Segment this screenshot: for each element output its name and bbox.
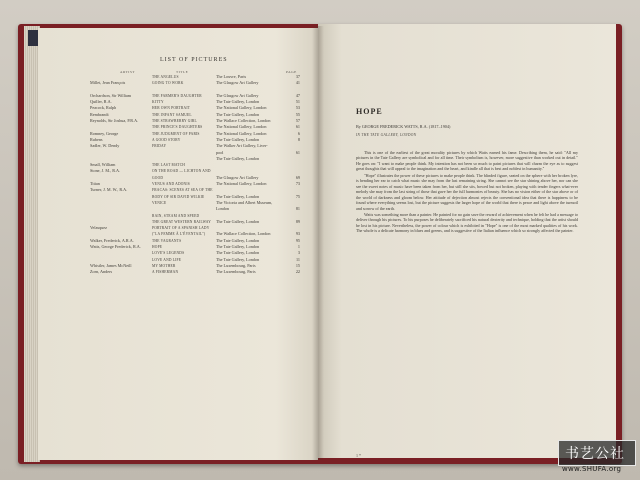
list-item-title: BODY OF SIR DAVID WILKIE xyxy=(152,194,205,199)
list-item-title: THE ANGELUS xyxy=(152,75,179,79)
article-location: IN THE TATE GALLERY, LONDON xyxy=(356,133,417,137)
list-item-location: The Glasgow Art Gallery xyxy=(216,174,259,180)
list-item-title: FRACAS: SCENES AT SEA OF THE xyxy=(152,188,213,193)
list-item-artist: Watts, George Frederick, R.A. xyxy=(90,244,141,250)
list-item-location: London xyxy=(216,206,230,212)
list-item-page: 1 xyxy=(297,244,300,250)
list-item-page: 53 xyxy=(295,105,300,111)
list-item-artist: Quiller, R.A. xyxy=(90,99,112,105)
list-item-title: VENICE xyxy=(152,200,167,205)
list-item-artist: Velasquez xyxy=(90,225,107,231)
list-item-title: RAIN, STEAM AND SPEED xyxy=(152,213,200,218)
list-item-artist: Rembrandt xyxy=(90,111,109,117)
list-item-page: 95 xyxy=(295,237,300,243)
article-paragraph: "Hope" illustrates the power of these pictures to make people think. The blinded figure, seated on the sphere with her broken lyre, is bending her ear to catch what music she may from the last remaining string. She cannot see the star shining above her, nor can she see the sweet notes of music have been taken from her, but still she sits, bowed but not broken, playing with tender fingers what-ever melody she may from the last string of those that gave her the full harmonies of beauty. She has no vision either of the star above or of the world of darkness and gloom below. Her attitude of dejection almost rejects the conventional idea that there is happiness to be found where everything seems lost, but the picture suggests the larger hope of the world that there is peace and light above the turmoil and sorrow of the earth. xyxy=(356,172,578,211)
list-item-location: The Tate Gallery, London xyxy=(216,193,260,199)
list-item-artist: Walker, Frederick, A.R.A. xyxy=(90,237,134,243)
list-item-location: The Glasgow Art Gallery xyxy=(216,80,259,86)
article-paragraph: Watts was something more than a painter. He painted for no gain save the reward of achievement when he felt he had a message to deliver through his pictures. To his purposes he deliberately sacrificed his natural dexterity and technique, holding that the artist should be lost in his picture. Nevertheless, the power of colour which is exhibited in "Hope" is one of the most marked qualities of his work. The whole is a delicate harmony in blues and greens, and is suggestive of the Italian influence which so strongly affected the painter. xyxy=(356,211,578,234)
list-item-artist: Zorn, Anders xyxy=(90,269,113,275)
list-item-location: The Tate Gallery, London xyxy=(216,218,260,224)
list-item-title: VENUS AND ADONIS xyxy=(152,182,190,187)
list-item-artist: Turner, J. M. W., R.A. xyxy=(90,187,128,193)
list-item-title: THE FARMER'S DAUGHTER xyxy=(152,93,202,98)
list-item-page: 75 xyxy=(295,193,300,199)
picture-list xyxy=(90,74,300,276)
list-item-location: pool xyxy=(216,149,224,155)
list-item-location: The National Gallery, London xyxy=(216,181,267,187)
column-artist-header: ARTIST xyxy=(120,70,136,74)
list-item-page: 37 xyxy=(295,74,300,79)
list-item-title: ("LA FEMME À L'ÉVENTAIL") xyxy=(152,232,206,237)
list-item-artist: Small, William xyxy=(90,162,116,168)
list-item-artist: Rubens xyxy=(90,136,103,142)
list-item-location: The Tate Gallery, London xyxy=(216,111,260,117)
list-item-page: 15 xyxy=(295,262,300,268)
list-item-title: ON THE ROAD — LICHTON AND xyxy=(152,169,211,174)
list-item-title: HER OWN PORTRAIT xyxy=(152,106,191,111)
list-item-title: FRIDAY xyxy=(152,144,167,149)
page-number: 1 * xyxy=(356,453,361,458)
list-of-pictures-heading: LIST OF PICTURES xyxy=(160,57,228,63)
list-item-location: The Tate Gallery, London xyxy=(216,250,260,256)
list-item-page: 51 xyxy=(295,99,300,105)
list-item-location: The Wallace Collection, London xyxy=(216,231,271,237)
list-item-title: GOOD xyxy=(152,175,164,180)
list-item-page: 55 xyxy=(295,111,300,117)
list-item-page: 22 xyxy=(295,269,300,275)
column-title-header: TITLE xyxy=(176,70,189,74)
watermark-glyphs: 书艺公社 xyxy=(565,446,625,462)
list-item-page: 41 xyxy=(295,80,300,86)
list-item-title: GOING TO WORK xyxy=(152,81,184,86)
article-byline: By GEORGE FREDERICK WATTS, R.A. (1817–1904) xyxy=(356,124,451,129)
list-item-artist: Millet, Jean François xyxy=(90,80,126,86)
list-item-location: The Victoria and Albert Museum, xyxy=(216,199,273,205)
list-item-page: 69 xyxy=(295,174,300,180)
list-item-artist: Titian xyxy=(90,181,100,187)
list-item-page: 93 xyxy=(295,231,300,237)
watermark-url: www.SHUFA.org xyxy=(562,465,622,473)
list-item-title: THE GREAT WESTERN RAILWAY xyxy=(152,219,212,224)
list-item-location: The Tate Gallery, London xyxy=(216,155,260,161)
list-item-artist: Whistler, James McNeill xyxy=(90,262,132,268)
list-item-title: THE STRAWBERRY GIRL xyxy=(152,119,197,124)
list-item-page: 89 xyxy=(295,218,300,224)
book-gutter xyxy=(312,26,324,460)
list-item-title: THE JUDGMENT OF PARIS xyxy=(152,131,200,136)
article-paragraph: This is one of the earliest of the great morality pictures by which Watts earned his fame. Describing them, he said: "All my pictures in the Tate Gallery are symbolical and for all time. Their symbolism is, however, more suggestive than worked out in detail." He goes on: "I want to make people think. My intention has not been so much to paint pictures that will charm the eye as to suggest great thoughts that will appeal to the imagination and the heart, and kindle all that is best and noblest in humanity." xyxy=(356,150,578,172)
list-item-title: KITTY xyxy=(152,100,164,105)
list-item-location: The Luxembourg, Paris xyxy=(216,269,256,275)
list-item-location: The National Gallery, London xyxy=(216,130,267,136)
watermark xyxy=(558,440,634,474)
list-item-page: 8 xyxy=(297,136,300,142)
list-item-title: A FISHERMAN xyxy=(152,270,179,275)
right-page xyxy=(318,24,616,458)
list-item-page: 57 xyxy=(295,118,300,124)
list-item-artist: Romney, George xyxy=(90,130,119,136)
list-item-title: THE INFANT SAMUEL xyxy=(152,112,192,117)
list-item-artist: Orchardson, Sir William xyxy=(90,92,132,98)
list-item-location: The Tate Gallery, London xyxy=(216,99,260,105)
list-item-title: LOVE AND LIFE xyxy=(152,257,182,262)
list-item-title: LOVE'S LEGENDS xyxy=(152,251,185,256)
list-item-page: 6 xyxy=(297,130,300,136)
list-item-title: HOPE xyxy=(152,245,163,250)
list-item-title: THE PRINCE'S DAUGHTERS xyxy=(152,125,203,130)
list-item-location: The Tate Gallery, London xyxy=(216,237,260,243)
list-item-location: The Tate Gallery, London xyxy=(216,256,260,262)
list-item xyxy=(90,269,300,275)
list-item-artist: Reynolds, Sir Joshua, P.R.A. xyxy=(90,118,139,124)
list-item-location: The Luxembourg, Paris xyxy=(216,262,256,268)
list-item-location: The National Gallery, London xyxy=(216,124,267,130)
list-item-page: 11 xyxy=(295,256,300,262)
list-item-artist: Sadler, W. Dendy xyxy=(90,143,120,149)
list-item-artist: Stone, J. M., R.A. xyxy=(90,168,121,174)
column-page-header: PAGE xyxy=(286,70,297,74)
list-item-location: The Tate Gallery, London xyxy=(216,244,260,250)
list-item-page: 61 xyxy=(295,124,300,130)
list-item-location: The Tate Gallery, London xyxy=(216,136,260,142)
list-item-title: PORTRAIT OF A SPANISH LADY xyxy=(152,226,210,231)
list-item-location: The Glasgow Art Gallery xyxy=(216,92,259,98)
list-item-title: THE LAST MATCH xyxy=(152,163,186,168)
list-item-title: THE VAGRANTS xyxy=(152,238,182,243)
list-item-page: 3 xyxy=(297,250,300,256)
list-item-location: The Louvre, Paris xyxy=(216,74,247,79)
list-item-page: 73 xyxy=(295,181,300,187)
list-item-page: 81 xyxy=(295,206,300,212)
article-body xyxy=(356,150,578,235)
list-item-location: The Wallace Collection, London xyxy=(216,118,271,124)
watermark-box xyxy=(558,440,636,466)
list-item-page: 61 xyxy=(295,149,300,155)
list-item-page: 47 xyxy=(295,92,300,98)
list-item-location: The Walker Art Gallery, Liver- xyxy=(216,143,268,149)
list-item-title: MY MOTHER xyxy=(152,263,176,268)
article-title: HOPE xyxy=(356,107,383,116)
list-item-artist: Peacock, Ralph xyxy=(90,105,117,111)
list-item-title: A GOOD STORY xyxy=(152,137,181,142)
list-item-location: The National Gallery, London xyxy=(216,105,267,111)
